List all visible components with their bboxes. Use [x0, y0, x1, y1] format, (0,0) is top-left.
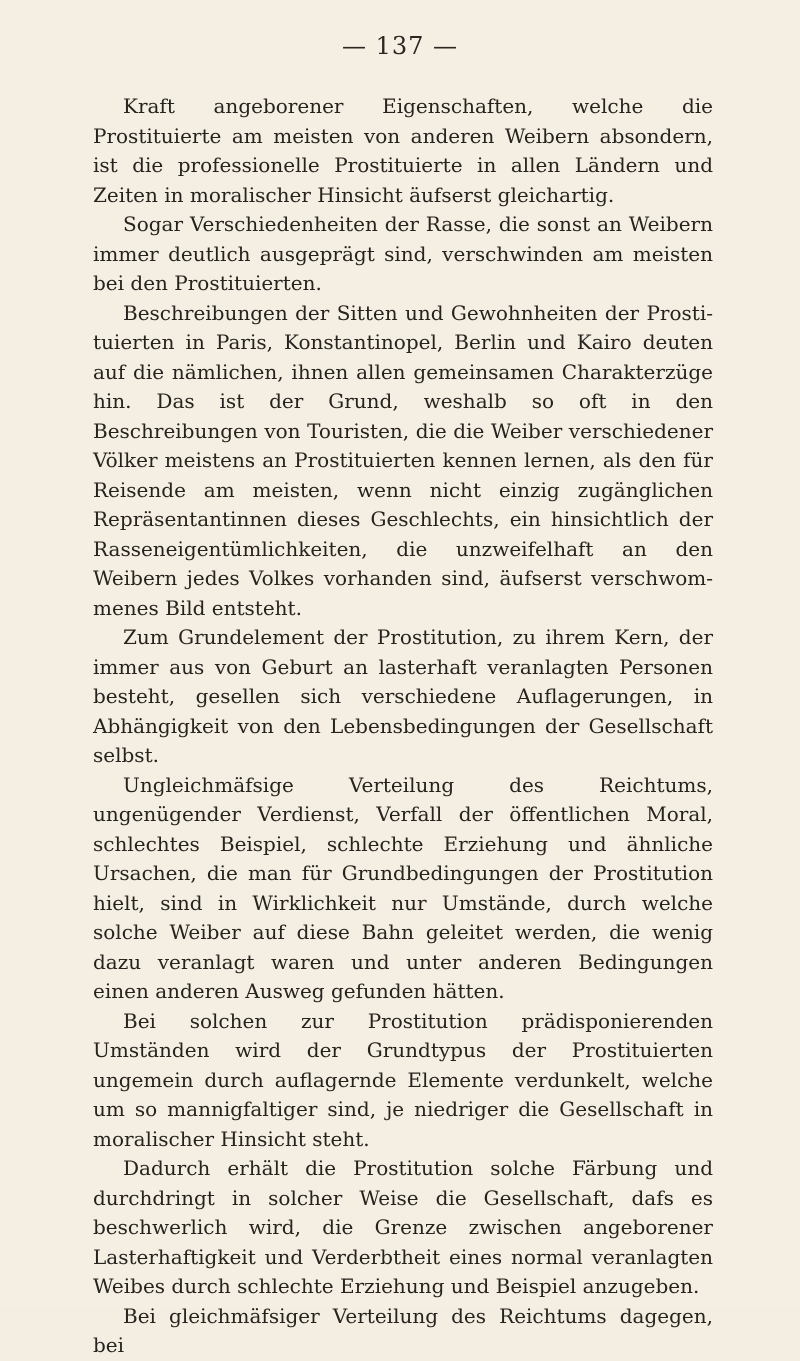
page-number: — 137 — — [341, 32, 459, 60]
paragraph-4: Zum Grundelement der Prostitution, zu ihrem Kern, der immer aus von Geburt an lasterhaft veranlagten Personen besteht, gesellen sich verschiedene Auflagerungen, in Abhängigkeit von den Lebensbedingungen der Gesellschaft selbst. — [93, 625, 713, 767]
body-text — [93, 92, 713, 1361]
paragraph-1: Kraft angeborener Eigenschaften, welche die Prostituierte am meisten von anderen Weibern absondern, ist die professionelle Prostituierte in allen Ländern und Zeiten in moralischer Hinsicht äufserst gleichartig. — [93, 94, 713, 207]
paragraph-6: Bei solchen zur Prostitution prädisponierenden Umständen wird der Grundtypus der Prostituierten ungemein durch auflagernde Elemente verdunkelt, welche um so mannigfaltiger sind, je niedriger die Gesellschaft in moralischer Hinsicht steht. — [93, 1008, 713, 1151]
paragraph-8: Bei gleichmäfsiger Verteilung des Reichtums dagegen, bei — [93, 1303, 713, 1357]
paragraph-3: Beschreibungen der Sitten und Gewohnheiten der Prostituierten in Paris, Konstantinopel, Berlin und Kairo deuten auf die nämlichen, ihnen allen gemeinsamen Charakterzüge hin. Das ist der Grund, weshalb so oft in den Beschreibungen von Touristen, die die Weiber verschiedener Völker meistens an Prostituierten kennen lernen, als den für Reisende am meisten, wenn nicht einzig zugänglichen Repräsentantinnen dieses Geschlechts, ein hinsichtlich der Rasseneigentümlichkeiten, die unzweifelhaft an den Weibern jedes Volkes vorhanden sind, äufserst verschwommenes Bild entsteht. — [93, 300, 713, 620]
paragraph-7: Dadurch erhält die Prostitution solche Färbung und durchdringt in solcher Weise die Gesellschaft, dafs es beschwerlich wird, die Grenze zwischen angeborener Lasterhaftigkeit und Verderbtheit eines normal veranlagten Weibes durch schlechte Erziehung und Beispiel anzugeben. — [93, 1156, 713, 1298]
paragraph-5: Ungleichmäfsige Verteilung des Reichtums, ungenügender Verdienst, Verfall der öffentlichen Moral, schlechtes Beispiel, schlechte Erziehung und ähnliche Ursachen, die man für Grundbedingungen der Prostitution hielt, sind in Wirklichkeit nur Umstände, durch welche solche Weiber auf diese Bahn geleitet werden, die wenig dazu veranlagt waren und unter anderen Bedingungen einen anderen Ausweg gefunden hätten. — [93, 772, 713, 1003]
paragraph-2: Sogar Verschiedenheiten der Rasse, die sonst an Weibern immer deutlich ausgeprägt sind, verschwinden am meisten bei den Prostituierten. — [93, 212, 713, 295]
